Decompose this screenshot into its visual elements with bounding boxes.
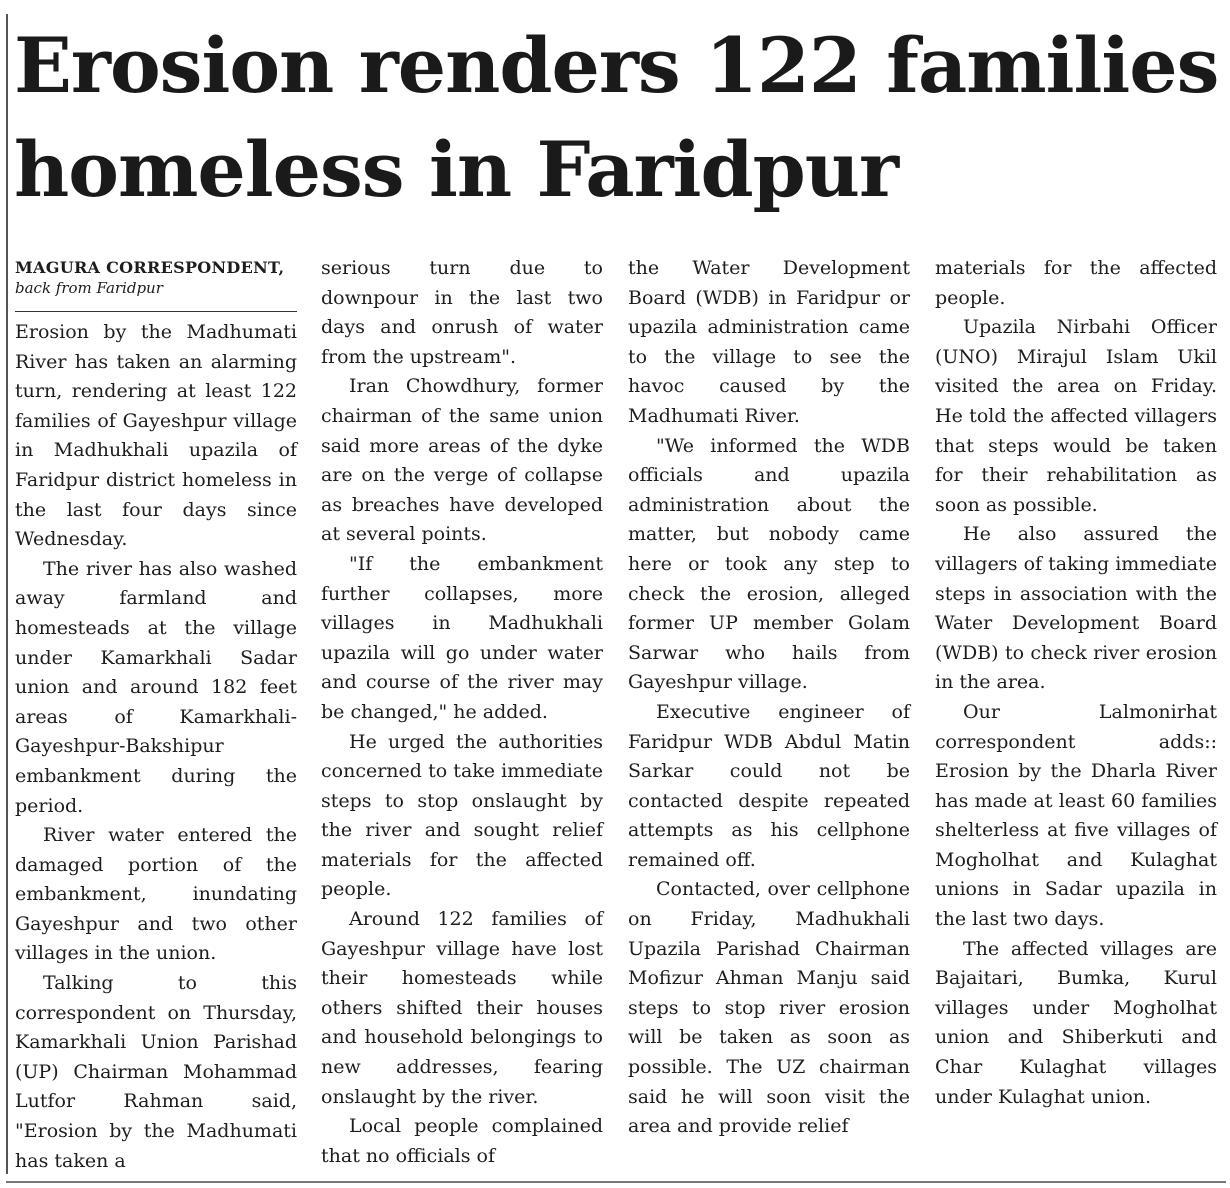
paragraph: River water entered the damaged portion of the embankment, inundating Gayeshpur and two other villages in the union.	[15, 824, 297, 965]
paragraph: the Water Development Board (WDB) in Faridpur or upazila administration came to the village to see the havoc caused by the Madhumati River.	[628, 257, 910, 427]
paragraph: serious turn due to downpour in the last two days and onrush of water from the upstream".	[321, 257, 603, 368]
paragraph: "If the embankment further collapses, more villages in Madhukhali upazila will go under water and course of the river may be changed," he added.	[321, 552, 603, 723]
article-column-3	[628, 254, 910, 1142]
paragraph: The affected villages are Bajaitari, Bumka, Kurul villages under Mogholhat union and Shiberkuti and Char Kulaghat villages under Kulaghat union.	[935, 937, 1217, 1108]
paragraph: Executive engineer of Faridpur WDB Abdul Matin Sarkar could not be contacted despite repeated attempts as his cellphone remained off.	[628, 700, 910, 871]
paragraph: He also assured the villagers of taking immediate steps in association with the Water Development Board (WDB) to check river erosion in the area.	[935, 523, 1217, 694]
paragraph: "We informed the WDB officials and upazila administration about the matter, but nobody came here or took any step to check the erosion, alleged former UP member Golam Sarwar who hails from Gayeshpur village.	[628, 434, 910, 694]
paragraph: Erosion by the Madhumati River has taken an alarming turn, rendering at least 122 families of Gayeshpur village in Madhukhali upazila of Faridpur district homeless in the last four days since Wednesday.	[15, 321, 297, 551]
paragraph: Upazila Nirbahi Officer (UNO) Mirajul Islam Ukil visited the area on Friday. He told the affected villagers that steps would be taken for their rehabilitation as soon as possible.	[935, 316, 1217, 516]
left-column-rule	[6, 14, 8, 1174]
byline: MAGURA CORRESPONDENT,	[15, 258, 285, 277]
bottom-rule	[6, 1181, 1226, 1183]
paragraph: Local people complained that no officials of	[321, 1115, 603, 1167]
paragraph: He urged the authorities concerned to take immediate steps to stop onslaught by the river and sought relief materials for the affected people.	[321, 730, 603, 901]
article-column-4	[935, 254, 1217, 1112]
paragraph: Talking to this correspondent on Thursday, Kamarkhali Union Parishad (UP) Chairman Mohammad Lutfor Rahman said, "Erosion by the Madhumati has taken a	[15, 972, 297, 1172]
article-column-1	[15, 254, 297, 1176]
paragraph: Around 122 families of Gayeshpur village have lost their homesteads while others shifted their houses and household belongings to new addresses, fearing onslaught by the river.	[321, 908, 603, 1108]
dateline: back from Faridpur	[15, 279, 163, 297]
paragraph: Contacted, over cellphone on Friday, Madhukhali Upazila Parishad Chairman Mofizur Ahman Manju said steps to stop river erosion will be taken as soon as possible. The UZ chairman said he will soon visit the area and provide relief	[628, 878, 910, 1138]
headline: Erosion renders 122 families homeless in Faridpur	[14, 21, 1219, 214]
paragraph: The river has also washed away farmland and homesteads at the village under Kamarkhali Sadar union and around 182 feet areas of Kamarkhali-Gayeshpur-Bakshipur embankment during the period.	[15, 557, 297, 817]
byline-divider	[15, 311, 297, 312]
paragraph: materials for the affected people.	[935, 257, 1217, 309]
article-column-2	[321, 254, 603, 1171]
paragraph: Our Lalmonirhat correspondent adds:: Erosion by the Dharla River has made at least 60 families shelterless at five villages of Mogholhat and Kulaghat unions in Sadar upazila in the last two days.	[935, 700, 1217, 931]
paragraph: Iran Chowdhury, former chairman of the same union said more areas of the dyke are on the verge of collapse as breaches have developed at several points.	[321, 375, 603, 546]
